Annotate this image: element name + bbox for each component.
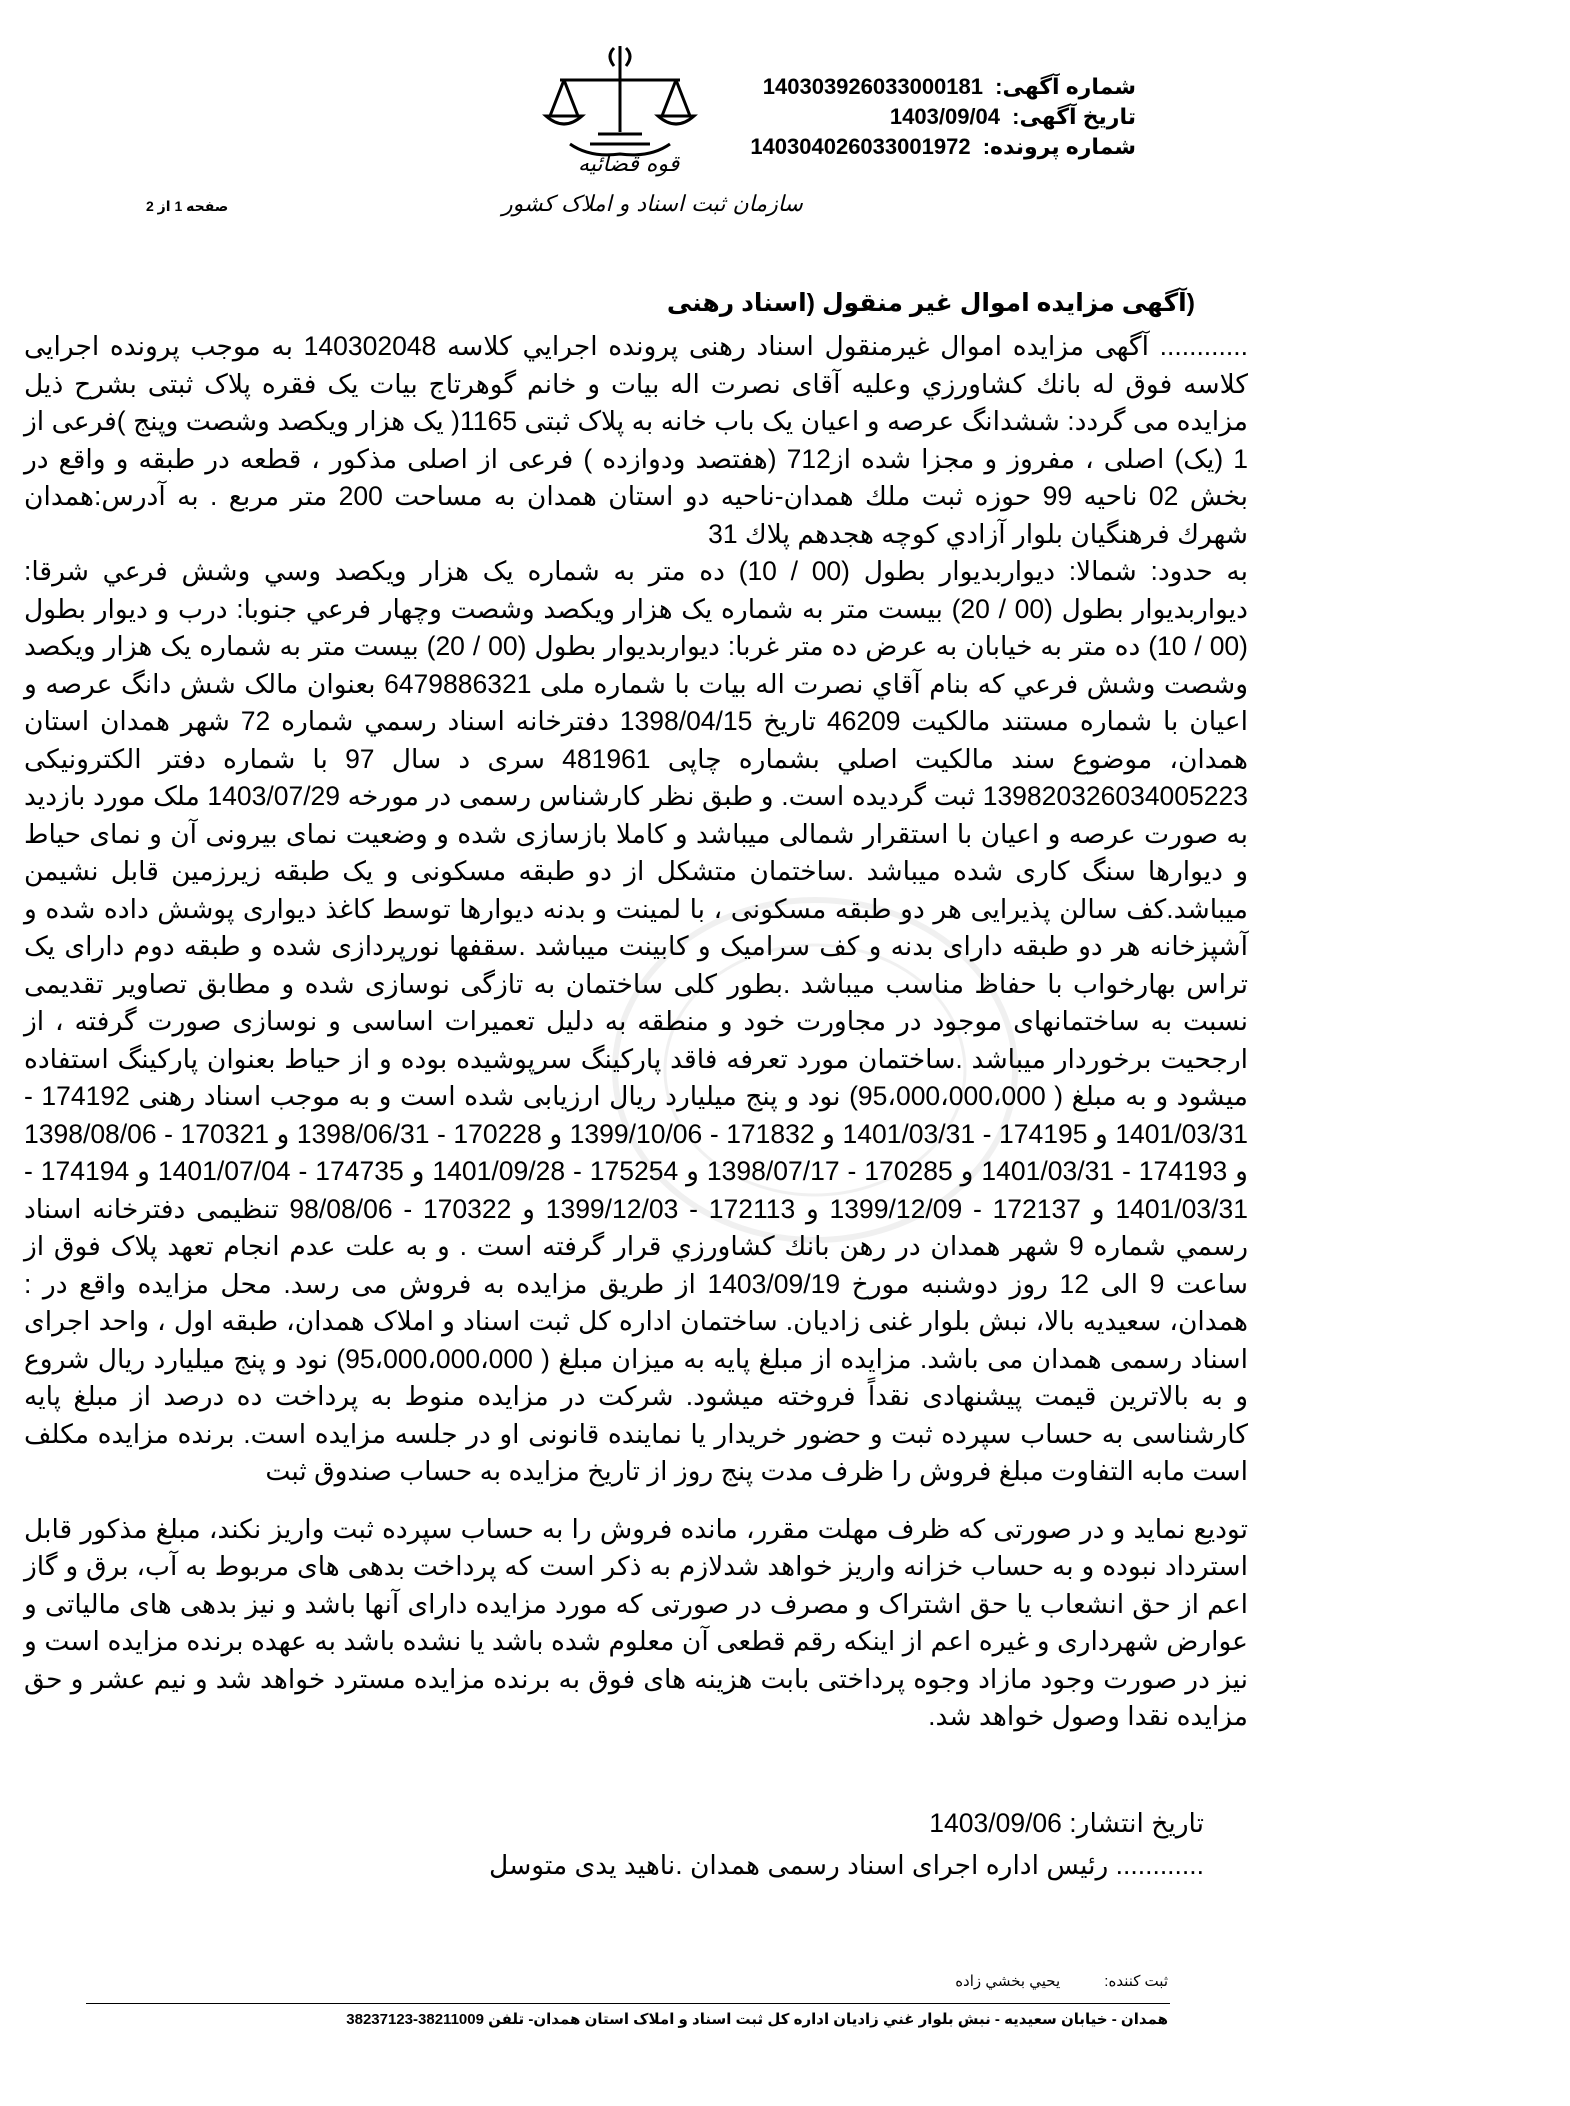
- file-number-label: شماره پرونده:: [982, 134, 1136, 159]
- ad-date-label: تاریخ آگهی:: [1012, 104, 1136, 129]
- publish-date: 1403/09/06: [929, 1808, 1062, 1838]
- ad-date: 1403/09/04: [889, 104, 1001, 129]
- notice-body: [24, 328, 1248, 1736]
- file-number: 140304026033001972: [750, 134, 971, 159]
- notice-header-meta: [616, 72, 1136, 162]
- file-number-row: [616, 132, 1136, 162]
- notice-paragraph: ............ آگهی مزایده اموال غیرمنقول اسناد رهنی پرونده اجرايي كلاسه 140302048 به موجب پرونده اجرایی کلاسه فوق له بانك كشاورزي وعلیه آقای نصرت اله بیات و خانم گوهرتاج بیات یک فقره پلاک ثبتی بشرح ذیل مزایده می گردد: ششدانگ عرصه و اعیان یک باب خانه به پلاک ثبتی 1165( یک هزار ویکصد وشصت وپنج )فرعی از 1 (یک) اصلی ، مفروز و مجزا شده از712 (هفتصد ودوازده ) فرعی از اصلی مذکور ، قطعه در طبقه و واقع در بخش 02 ناحیه 99 حوزه ثبت ملك همدان-ناحیه دو استان همدان به مساحت 200 متر مربع . به آدرس:همدان شهرك فرهنگیان بلوار آزادي كوچه هجدهم پلاك 31: [24, 331, 1248, 549]
- registrar-name: يحيي بخشي زاده: [955, 1973, 1061, 1990]
- notice-paragraph: به حدود: شمالا: دیواربدیوار بطول (00 / 10) ده متر به شماره یک هزار ویکصد وسي وشش فرعي شرقا: دیواربدیوار بطول (00 / 20) بیست متر به شماره یک هزار ویکصد وشصت وچهار فرعي جنوبا: درب و دیوار بطول (00 / 10) ده متر به خیابان به عرض ده متر غربا: دیواربدیوار بطول (00 / 20) بیست متر به شماره یک هزار ویکصد وشصت وشش فرعي كه بنام آقاي نصرت اله بیات با شماره ملی 6479886321 بعنوان مالک شش دانگ عرصه و اعیان با شماره مستند مالکیت 46209 تاریخ 1398/04/15 دفترخانه اسناد رسمي شماره 72 شهر همدان استان همدان، موضوع سند مالکیت اصلي بشماره چاپی 481961 سری د سال 97 با شماره دفتر الکترونیکی 139820326034005223 ثبت گردیده است. و طبق نظر کارشناس رسمی در مورخه 1403/07/29 ملک مورد بازدید به صورت عرصه و اعیان با استقرار شمالی میباشد و کاملا بازسازی شده و وضعیت نمای بیرونی آن و نمای حیاط و دیوارها سنگ کاری شده میباشد .ساختمان متشکل از دو طبقه مسکونی و یک طبقه زیرزمین قابل نشیمن میباشد.کف سالن پذیرایی هر دو طبقه مسکونی ، با لمینت و بدنه دیوارها توسط کاغذ دیواری پوشش داده شده و آشپزخانه هر دو طبقه دارای بدنه و کف سرامیک و کابینت میباشد .سقفها نورپردازی شده و طبقه دوم دارای یک تراس بهارخواب با حفاظ مناسب میباشد .بطور کلی ساختمان به تازگی نوسازی شده و مطابق تصاویر تقدیمی نسبت به ساختمانهای موجود در مجاورت خود و منطقه به دلیل تعمیرات اساسی و نوسازی صورت گرفته ، از ارجحیت برخوردار میباشد .ساختمان مورد تعرفه فاقد پارکینگ سرپوشیده بوده و از حیاط بعنوان پارکینگ استفاده میشود و به مبلغ ( 95،000،000،000) نود و پنج میلیارد ریال ارزیابی شده است و به موجب اسناد رهنی 174192 - 1401/03/31 و 174195 - 1401/03/31 و 171832 - 1399/10/06 و 170228 - 1398/06/31 و 170321 - 1398/08/06 و 174193 - 1401/03/31 و 170285 - 1398/07/17 و 175254 - 1401/09/28 و 174735 - 1401/07/04 و 174194 - 1401/03/31 و 172137 - 1399/12/09 و 172113 - 1399/12/03 و 170322 - 98/08/06 تنظیمی دفترخانه اسناد رسمي شماره 9 شهر همدان در رهن بانك كشاورزي قرار گرفته است . و به علت عدم انجام تعهد پلاک فوق از ساعت 9 الی 12 روز دوشنبه مورخ 1403/09/19 از طریق مزایده به فروش می رسد. محل مزایده واقع در : همدان، سعیدیه بالا، نبش بلوار غنی زادیان. ساختمان اداره کل ثبت اسناد و املاک همدان، طبقه اول ، واحد اجرای اسناد رسمی همدان می باشد. مزایده از مبلغ پایه به میزان مبلغ ( 95،000،000،000) نود و پنج میلیارد ریال شروع و به بالاترین قیمت پیشنهادی نقداً فروخته میشود. شرکت در مزایده منوط به پرداخت ده درصد از مبلغ پایه کارشناسی به حساب سپرده ثبت و حضور خریدار یا نماینده قانونی او در جلسه مزایده است. برنده مزایده مکلف است مابه التفاوت مبلغ فروش را ظرف مدت پنج روز از تاریخ مزایده به حساب صندوق ثبت: [24, 556, 1249, 1486]
- footer-address: همدان - خیابان سعیدیه - نبش بلوار غني زادیان اداره کل ثبت اسناد و املاک استان همدان- تلفن 38211009-38237123: [346, 2011, 1168, 2028]
- publish-date-label: تاریخ انتشار:: [1069, 1808, 1204, 1838]
- registrar-line: [955, 1972, 1168, 1990]
- footer-divider: [86, 2003, 1170, 2004]
- ad-date-row: [616, 102, 1136, 132]
- ad-number-label: شماره آگهی:: [995, 74, 1136, 99]
- signature-line: ............ رئیس اداره اجرای اسناد رسمی همدان .ناهید یدی متوسل: [489, 1850, 1204, 1880]
- registrar-label: ثبت کننده:: [1104, 1973, 1168, 1990]
- emblem-caption-judiciary: قوه قضائیه: [578, 152, 680, 177]
- publish-date-line: [929, 1808, 1204, 1839]
- ad-number: 140303926033000181: [762, 74, 984, 99]
- ad-number-row: [616, 72, 1136, 102]
- page-number: صفحه 1 از 2: [146, 198, 229, 214]
- emblem-caption-registry-org: سازمان ثبت اسناد و املاک کشور: [502, 192, 803, 217]
- notice-paragraph: تودیع نماید و در صورتی که ظرف مهلت مقرر، مانده فروش را به حساب سپرده ثبت واریز نکند، مبلغ مذکور قابل استرداد نبوده و به حساب خزانه واریز خواهد شدلازم به ذکر است که پرداخت بدهی های مربوط به آب، برق و گاز اعم از حق انشعاب یا حق اشتراک و مصرف در صورتی که مورد مزایده دارای آنها باشد و نیز بدهی های مالیاتی و عوارض شهرداری و غیره اعم از اینکه رقم قطعی آن معلوم شده باشد یا نشده باشد به عهده برنده مزایده است و نیز در صورت وجود مازاد وجوه پرداختی بابت هزینه های فوق به برنده مزایده مسترد خواهد شد و نیم عشر و حق مزایده نقدا وصول خواهد شد.: [24, 1513, 1248, 1731]
- notice-title: (آگهی مزایده اموال غیر منقول (اسناد رهنی: [666, 289, 1195, 317]
